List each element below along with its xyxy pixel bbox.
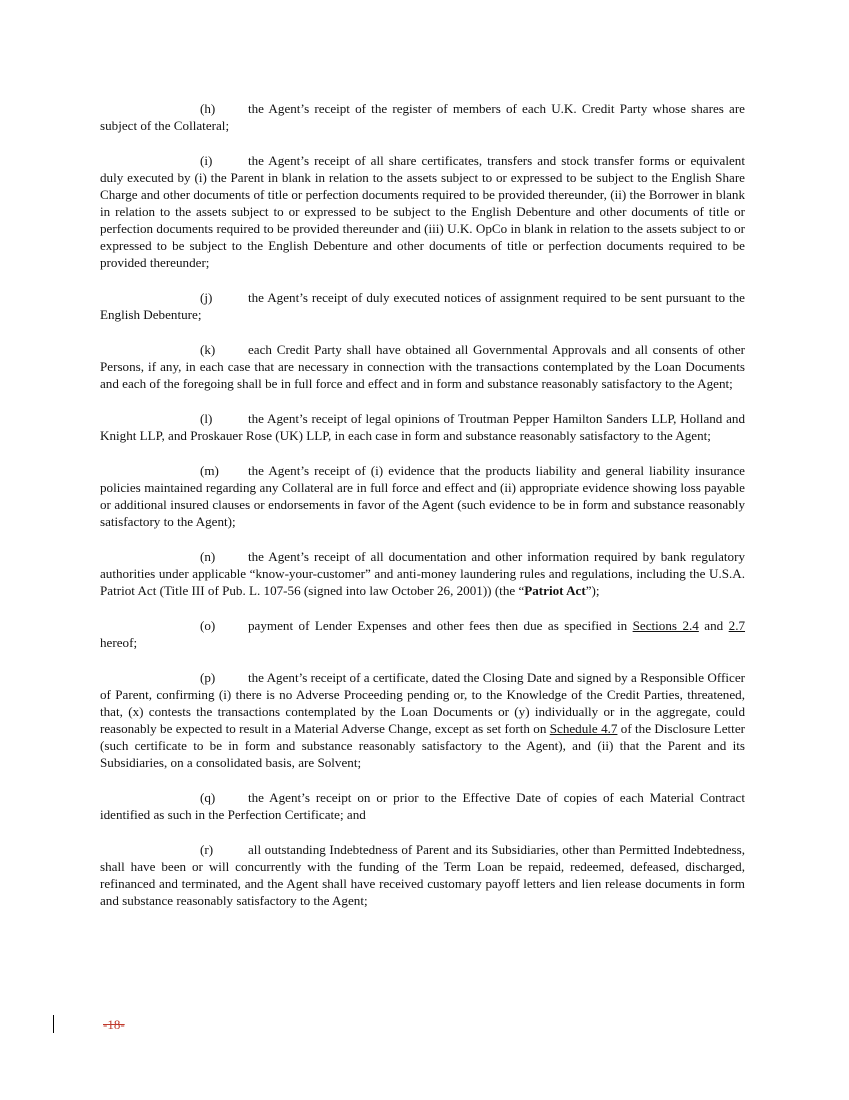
paragraph-text: the Agent’s receipt of the register of members of each U.K. Credit Party whose shares are subject of the Collateral;: [100, 101, 745, 133]
schedule-reference-link[interactable]: Schedule 4.7: [549, 721, 618, 736]
paragraph-label: (i): [200, 153, 213, 168]
paragraph-text: ”);: [585, 583, 600, 598]
paragraph-j: [100, 289, 745, 323]
paragraph-o: [100, 617, 745, 651]
paragraph-label: (n): [200, 549, 216, 564]
paragraph-text: the Agent’s receipt on or prior to the Effective Date of copies of each Material Contract identified as such in the Perfection Certificate; and: [100, 790, 745, 822]
page-number: -18-: [103, 1017, 125, 1032]
paragraph-text: and: [698, 618, 729, 633]
paragraph-q: [100, 789, 745, 823]
paragraph-text: the Agent’s receipt of all share certificates, transfers and stock transfer forms or equivalent duly executed by (i) the Parent in blank in relation to the assets subject to or expressed to be subject to the English Share Charge and other documents of title or perfection documents required to be provided thereunder, (ii) the Borrower in blank in relation to the assets subject to or expressed to be subject to the English Debenture and other documents of title or perfection documents required to be provided thereunder and (iii) U.K. OpCo in blank in relation to the assets subject to or expressed to be subject to the English Debenture and other documents of title or perfection documents required to be provided thereunder;: [100, 153, 745, 270]
revision-change-bar: [53, 1015, 54, 1033]
paragraph-text: the Agent’s receipt of (i) evidence that the products liability and general liability insurance policies maintained regarding any Collateral are in full force and effect and (ii) appropriate evidence showing loss payable or additional insured clauses or endorsements in favor of the Agent (such evidence to be in form and substance reasonably satisfactory to the Agent);: [100, 463, 745, 529]
paragraph-text: all outstanding Indebtedness of Parent and its Subsidiaries, other than Permitted Indebtedness, shall have been or will concurrently with the funding of the Term Loan be repaid, redeemed, defeased, discharged, refinanced and terminated, and the Agent shall have received customary payoff letters and lien release documents in form and substance reasonably satisfactory to the Agent;: [100, 842, 745, 908]
paragraph-label: (m): [200, 463, 219, 478]
paragraph-label: (p): [200, 670, 216, 685]
paragraph-text: the Agent’s receipt of legal opinions of Troutman Pepper Hamilton Sanders LLP, Holland and Knight LLP, and Proskauer Rose (UK) LLP, in each case in form and substance reasonably satisfactory to the Agent;: [100, 411, 745, 443]
paragraph-n: [100, 548, 745, 599]
defined-term: Patriot Act: [524, 583, 586, 598]
paragraph-h: [100, 100, 745, 134]
section-reference-link[interactable]: 2.7: [728, 618, 746, 633]
paragraph-text: the Agent’s receipt of a certificate, dated the Closing Date and signed by a Responsible Officer of Parent, confirming (i) there is no Adverse Proceeding pending or, to the Knowledge of the Credit Parties, threatened, that, (x) contests the transactions contemplated by the Loan Documents or (y) individually or in the aggregate, could reasonably be expected to result in a Material Adverse Change, except as set forth on: [100, 670, 745, 736]
paragraph-label: (k): [200, 342, 216, 357]
paragraph-label: (r): [200, 842, 214, 857]
paragraph-l: [100, 410, 745, 444]
paragraph-k: [100, 341, 745, 392]
paragraph-label: (q): [200, 790, 216, 805]
paragraph-text: the Agent’s receipt of all documentation and other information required by bank regulatory authorities under applicable “know-your-customer” and anti-money laundering rules and regulations, including the U.S.A. Patriot Act (Title III of Pub. L. 107-56 (signed into law October 26, 2001)) (the “: [100, 549, 745, 598]
paragraph-i: [100, 152, 745, 271]
section-reference-link[interactable]: Sections 2.4: [632, 618, 699, 633]
paragraph-r: [100, 841, 745, 909]
document-page: [100, 100, 745, 927]
paragraph-text: the Agent’s receipt of duly executed notices of assignment required to be sent pursuant to the English Debenture;: [100, 290, 745, 322]
paragraph-text: each Credit Party shall have obtained all Governmental Approvals and all consents of other Persons, if any, in each case that are necessary in connection with the transactions contemplated by the Loan Documents and each of the foregoing shall be in full force and effect and in form and substance reasonably satisfactory to the Agent;: [100, 342, 745, 391]
paragraph-label: (o): [200, 618, 216, 633]
paragraph-text: of the Disclosure Letter (such certificate to be in form and substance reasonably satisfactory to the Agent), and (ii) that the Parent and its Subsidiaries, on a consolidated basis, are Solvent;: [100, 721, 745, 770]
paragraph-m: [100, 462, 745, 530]
paragraph-label: (j): [200, 290, 213, 305]
paragraph-text: payment of Lender Expenses and other fees then due as specified in: [248, 618, 633, 633]
paragraph-text: hereof;: [100, 635, 138, 650]
paragraph-label: (l): [200, 411, 213, 426]
paragraph-label: (h): [200, 101, 216, 116]
paragraph-p: [100, 669, 745, 771]
